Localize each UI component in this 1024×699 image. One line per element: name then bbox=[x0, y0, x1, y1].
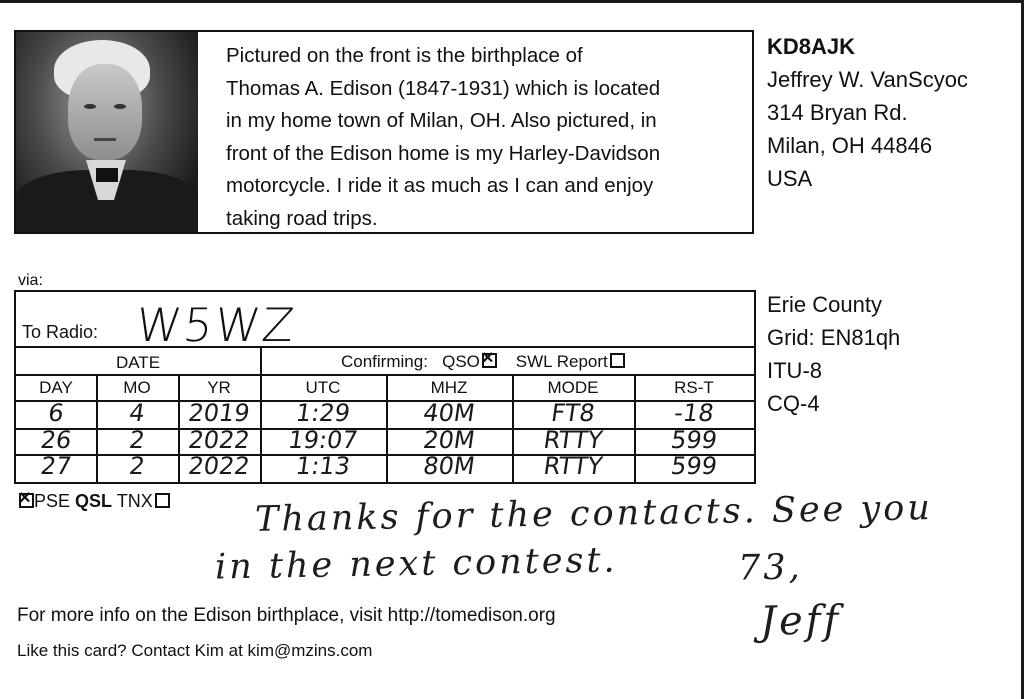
callsign: KD8AJK bbox=[767, 34, 856, 59]
column-header-mode: MODE bbox=[547, 378, 599, 397]
location-line: CQ-4 bbox=[767, 391, 820, 416]
qso-row-3-rst: 599 bbox=[669, 452, 719, 480]
handwritten-signature: Jeff bbox=[759, 597, 842, 645]
qso-row-1-yr: 2019 bbox=[186, 399, 252, 427]
column-header-utc: UTC bbox=[305, 378, 341, 397]
column-header-rst: RS-T bbox=[674, 378, 714, 397]
date-header: DATE bbox=[115, 353, 161, 372]
sender-address bbox=[767, 30, 968, 195]
about-line: Thomas A. Edison (1847-1931) which is located bbox=[226, 76, 661, 100]
swl-checkbox[interactable] bbox=[610, 353, 625, 368]
qsl-label: QSL bbox=[75, 491, 113, 511]
qso-table bbox=[14, 290, 756, 484]
address-line: 314 Bryan Rd. bbox=[767, 100, 908, 125]
to-radio-label: To Radio: bbox=[22, 322, 99, 342]
qso-row-3-mhz: 80M bbox=[421, 452, 477, 480]
pse-label: PSE bbox=[34, 491, 71, 511]
qso-row-2-day: 26 bbox=[38, 426, 74, 454]
qso-row-3-yr: 2022 bbox=[186, 452, 252, 480]
qso-row-2-yr: 2022 bbox=[186, 426, 252, 454]
about-line: in my home town of Milan, OH. Also pictured, in bbox=[226, 109, 657, 132]
confirming-label: Confirming: bbox=[341, 352, 428, 371]
footer-contact: Like this card? Contact Kim at kim@mzins.com bbox=[17, 641, 373, 660]
qso-row-2-mo: 2 bbox=[127, 426, 147, 454]
about-line: front of the Edison home is my Harley-Davidson bbox=[226, 141, 661, 165]
qso-row-1-mode: FT8 bbox=[549, 399, 597, 427]
handwritten-note-line-2: in the next contest. bbox=[214, 540, 618, 588]
to-radio-callsign: W5WZ bbox=[133, 298, 299, 352]
station-location bbox=[767, 288, 900, 420]
location-line: ITU-8 bbox=[767, 358, 822, 383]
column-header-mo: MO bbox=[123, 378, 151, 397]
handwritten-regards: 73, bbox=[737, 547, 804, 589]
about-line: taking road trips. bbox=[226, 206, 378, 230]
qso-row-2-rst: 599 bbox=[669, 426, 719, 454]
qso-row-1-utc: 1:29 bbox=[294, 399, 352, 427]
qso-checkbox[interactable] bbox=[482, 353, 497, 368]
qso-row-3-mo: 2 bbox=[127, 452, 147, 480]
via-label: via: bbox=[18, 272, 43, 289]
location-line: Erie County bbox=[767, 292, 882, 317]
qso-row-2-mhz: 20M bbox=[421, 426, 477, 454]
qso-row-2-mode: RTTY bbox=[541, 426, 605, 454]
column-header-yr: YR bbox=[207, 378, 231, 397]
qso-row-1-mo: 4 bbox=[127, 399, 147, 427]
about-line: Pictured on the front is the birthplace of bbox=[226, 44, 583, 67]
qso-row-1-mhz: 40M bbox=[421, 399, 477, 427]
location-line: Grid: EN81qh bbox=[767, 325, 901, 350]
pse-tnx-row bbox=[17, 491, 170, 512]
swl-label: SWL Report bbox=[515, 352, 608, 371]
qso-row-1-rst: -18 bbox=[672, 399, 716, 427]
tnx-label: TNX bbox=[116, 491, 153, 511]
column-header-mhz: MHZ bbox=[430, 378, 468, 397]
about-text bbox=[226, 40, 746, 235]
qso-row-1-day: 6 bbox=[46, 399, 66, 427]
edison-portrait bbox=[16, 32, 198, 232]
confirming-row bbox=[341, 352, 625, 372]
qso-row-2-utc: 19:07 bbox=[286, 426, 360, 454]
tnx-checkbox[interactable] bbox=[155, 493, 170, 508]
card-edge-top bbox=[0, 0, 1024, 3]
address-line: Jeffrey W. VanScyoc bbox=[767, 67, 968, 92]
address-line: Milan, OH 44846 bbox=[767, 133, 933, 158]
address-line: USA bbox=[767, 166, 813, 191]
about-line: motorcycle. I ride it as much as I can and enjoy bbox=[226, 174, 654, 197]
divider bbox=[16, 374, 754, 376]
footer-info: For more info on the Edison birthplace, visit http://tomedison.org bbox=[17, 605, 556, 626]
qso-label: QSO bbox=[442, 352, 480, 371]
qso-row-3-day: 27 bbox=[38, 452, 74, 480]
column-header-day: DAY bbox=[39, 378, 73, 397]
handwritten-note-line-1: Thanks for the contacts. See you bbox=[254, 488, 934, 540]
pse-checkbox[interactable] bbox=[19, 493, 34, 508]
qso-row-3-utc: 1:13 bbox=[294, 452, 352, 480]
qso-row-3-mode: RTTY bbox=[541, 452, 605, 480]
description-box bbox=[14, 30, 754, 234]
divider bbox=[16, 346, 754, 348]
